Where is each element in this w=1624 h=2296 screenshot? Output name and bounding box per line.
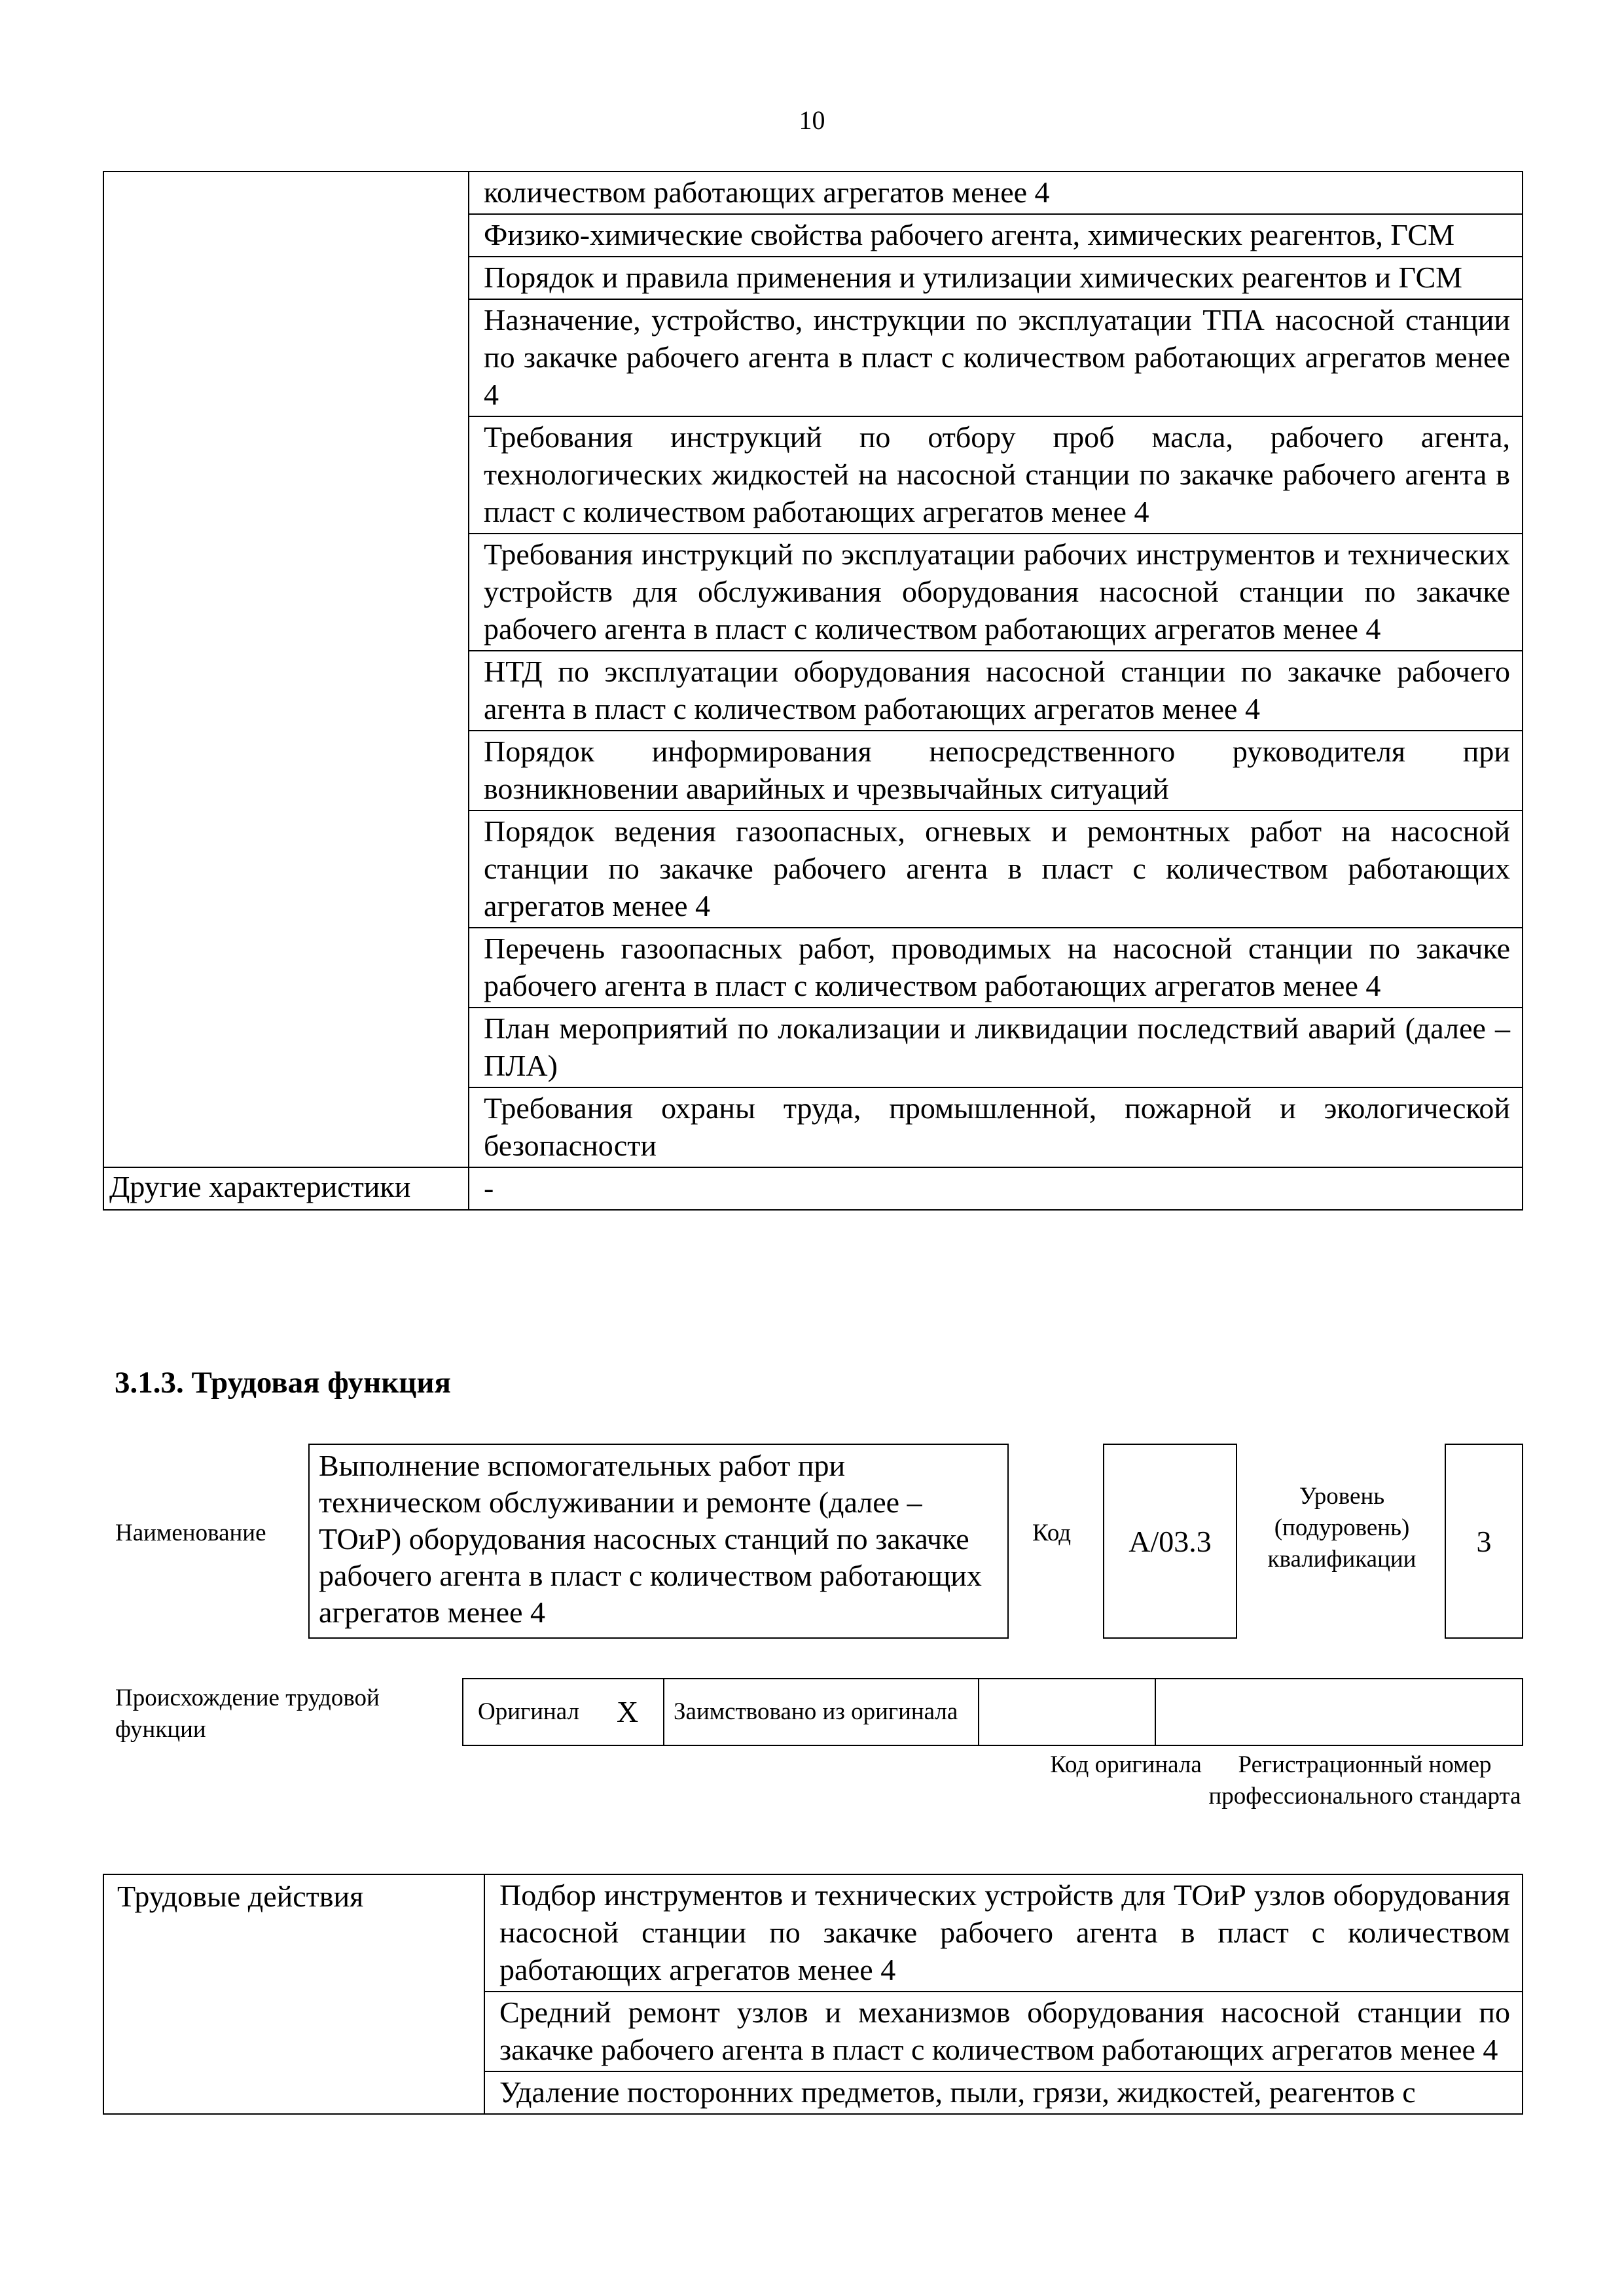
- other-characteristics-value: -: [469, 1167, 1523, 1210]
- knowledge-cell: Порядок информирования непосредственного руководителя при возникновении аварийных и чрезвычайных ситуаций: [469, 731, 1523, 811]
- origin-label: Происхождение трудовой функции: [115, 1685, 380, 1743]
- borrowed-label-cell: Заимствовано из оригинала: [664, 1679, 979, 1745]
- table-row: [103, 1874, 1523, 1992]
- knowledge-cell: Порядок ведения газоопасных, огневых и ремонтных работ на насосной станции по закачке рабочего агента в пласт с количеством работающих агрегатов менее 4: [469, 811, 1523, 928]
- code-label: Код: [1032, 1520, 1072, 1546]
- left-column-cell: [103, 172, 469, 1167]
- action-cell: Удаление посторонних предметов, пыли, грязи, жидкостей, реагентов с: [484, 2071, 1523, 2114]
- function-name-box: Выполнение вспомогательных работ при техническом обслуживании и ремонте (далее – ТОиР) оборудования насосных станций по закачке рабочего агента в пласт с количеством работающих агрегатов менее 4: [308, 1444, 1009, 1639]
- original-label-cell: Оригинал: [463, 1679, 616, 1745]
- action-cell: Средний ремонт узлов и механизмов оборудования насосной станции по закачке рабочего агента в пласт с количеством работающих агрегатов менее 4: [484, 1992, 1523, 2071]
- knowledge-table: [103, 171, 1523, 1211]
- registration-number-cell: [1155, 1679, 1523, 1745]
- knowledge-cell: количеством работающих агрегатов менее 4: [469, 172, 1523, 214]
- section-title: 3.1.3. Трудовая функция: [115, 1366, 451, 1400]
- table-row: [463, 1679, 1523, 1745]
- code-value-box: A/03.3: [1103, 1444, 1237, 1639]
- registration-number-caption: Регистрационный номер профессионального стандарта: [1208, 1751, 1521, 1810]
- original-code-caption: Код оригинала: [1050, 1751, 1202, 1778]
- level-value-box: 3: [1445, 1444, 1523, 1639]
- knowledge-cell: Физико-химические свойства рабочего агента, химических реагентов, ГСМ: [469, 214, 1523, 257]
- action-cell: Подбор инструментов и технических устройств для ТОиР узлов оборудования насосной станции по закачке рабочего агента в пласт с количеством работающих агрегатов менее 4: [484, 1874, 1523, 1992]
- knowledge-cell: Перечень газоопасных работ, проводимых на насосной станции по закачке рабочего агента в пласт с количеством работающих агрегатов менее 4: [469, 928, 1523, 1008]
- knowledge-cell: НТД по эксплуатации оборудования насосной станции по закачке рабочего агента в пласт с количеством работающих агрегатов менее 4: [469, 651, 1523, 731]
- origin-table: [462, 1678, 1523, 1746]
- level-label: Уровень (подуровень) квалификации: [1267, 1483, 1416, 1573]
- knowledge-cell: Требования охраны труда, промышленной, пожарной и экологической безопасности: [469, 1087, 1523, 1167]
- knowledge-cell: Требования инструкций по отбору проб масла, рабочего агента, технологических жидкостей на насосной станции по закачке рабочего агента в пласт с количеством работающих агрегатов менее 4: [469, 416, 1523, 534]
- name-label: Наименование: [115, 1520, 266, 1546]
- actions-label: Трудовые действия: [103, 1874, 484, 2114]
- table-row: [103, 1167, 1523, 1210]
- original-mark-cell: X: [616, 1679, 664, 1745]
- knowledge-cell: Требования инструкций по эксплуатации рабочих инструментов и технических устройств для обслуживания оборудования насосной станции по закачке рабочего агента в пласт с количеством работающих агрегатов менее 4: [469, 534, 1523, 651]
- knowledge-cell: План мероприятий по локализации и ликвидации последствий аварий (далее – ПЛА): [469, 1008, 1523, 1087]
- other-characteristics-label: Другие характеристики: [103, 1167, 469, 1210]
- actions-table: [103, 1874, 1523, 2115]
- table-row: [103, 172, 1523, 214]
- page-number: 10: [799, 105, 825, 135]
- original-code-cell: [979, 1679, 1155, 1745]
- knowledge-cell: Назначение, устройство, инструкции по эксплуатации ТПА насосной станции по закачке рабочего агента в пласт с количеством работающих агрегатов менее 4: [469, 299, 1523, 416]
- knowledge-cell: Порядок и правила применения и утилизации химических реагентов и ГСМ: [469, 257, 1523, 299]
